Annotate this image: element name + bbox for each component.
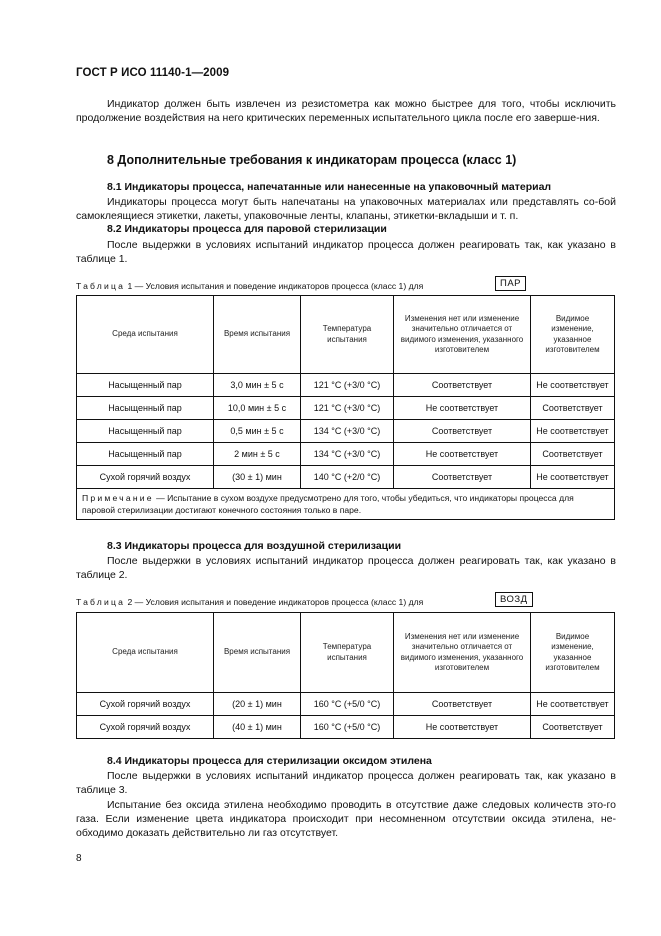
section-8-2-title: 8.2 Индикаторы процесса для паровой стерилизации: [107, 223, 387, 235]
table-1-header-row: [77, 296, 615, 374]
cell-temp: 160 °С (+5/0 °С): [301, 693, 394, 716]
table-2-label-box: ВОЗД: [495, 592, 533, 607]
header-time: Время испытания: [214, 613, 301, 693]
cell-no-change: Соответствует: [394, 420, 531, 443]
table-row: [77, 466, 615, 489]
cell-temp: 134 °С (+3/0 °С): [301, 443, 394, 466]
cell-visible: Не соответствует: [531, 693, 615, 716]
cell-time: (40 ± 1) мин: [214, 716, 301, 739]
cell-time: 3,0 мин ± 5 с: [214, 374, 301, 397]
cell-temp: 140 °С (+2/0 °С): [301, 466, 394, 489]
section-8-title: 8 Дополнительные требования к индикаторам процесса (класс 1): [107, 153, 517, 167]
table-row: [77, 397, 615, 420]
section-8-4-text-2: Испытание без оксида этилена необходимо проводить в отсутствие даже следовых количеств это-го газа. Если изменение цвета индикатора происходит при несомненном отсутствии оксида этилена, не-обходимо доказать действительно ли газ отсутствует.: [76, 799, 616, 839]
header-visible-change: Видимое изменение, указанное изготовителем: [531, 613, 615, 693]
section-8-1-title: 8.1 Индикаторы процесса, напечатанные или нанесенные на упаковочный материал: [107, 181, 552, 193]
table-1-note-row: [77, 489, 615, 520]
cell-medium: Сухой горячий воздух: [77, 466, 214, 489]
cell-time: (30 ± 1) мин: [214, 466, 301, 489]
cell-temp: 121 °С (+3/0 °С): [301, 397, 394, 420]
table-1-body: [77, 374, 615, 489]
table-2-header-row: [77, 613, 615, 693]
table-row: [77, 374, 615, 397]
header-no-change: Изменения нет или изменение значительно отличается от видимого изменения, указанного изготовителем: [394, 613, 531, 693]
header-medium: Среда испытания: [77, 613, 214, 693]
section-8-3-title: 8.3 Индикаторы процесса для воздушной стерилизации: [107, 540, 402, 552]
table-2-body: [77, 693, 615, 739]
cell-time: (20 ± 1) мин: [214, 693, 301, 716]
section-8-4-title: 8.4 Индикаторы процесса для стерилизации оксидом этилена: [107, 755, 432, 767]
table-row: [77, 420, 615, 443]
header-temp: Температура испытания: [301, 613, 394, 693]
table-row: [77, 716, 615, 739]
header-medium: Среда испытания: [77, 296, 214, 374]
page-number: 8: [76, 853, 82, 864]
cell-time: 0,5 мин ± 5 с: [214, 420, 301, 443]
cell-temp: 134 °С (+3/0 °С): [301, 420, 394, 443]
table-row: [77, 693, 615, 716]
cell-no-change: Соответствует: [394, 466, 531, 489]
header-time: Время испытания: [214, 296, 301, 374]
section-8-4-text-1: После выдержки в условиях испытаний индикатор процесса должен реагировать так, как указано в таблице 3.: [76, 770, 616, 796]
section-8-1-text: Индикаторы процесса могут быть напечатаны на упаковочных материалах или представлять со-бой самоклеящиеся этикетки, лакеты, упаковочные ленты, клапаны, этикетки-вкладыши и т. п.: [76, 196, 616, 222]
cell-no-change: Не соответствует: [394, 443, 531, 466]
cell-visible: Соответствует: [531, 716, 615, 739]
cell-visible: Не соответствует: [531, 466, 615, 489]
cell-temp: 121 °С (+3/0 °С): [301, 374, 394, 397]
cell-visible: Не соответствует: [531, 420, 615, 443]
cell-visible: Не соответствует: [531, 374, 615, 397]
table-2: [76, 612, 615, 739]
intro-paragraph: Индикатор должен быть извлечен из резистометра как можно быстрее для того, чтобы исключить продолжение воздействия на него критических переменных испытательного цикла после его заверше-ния.: [76, 98, 616, 124]
table-row: [77, 443, 615, 466]
section-8-3-text: После выдержки в условиях испытаний индикатор процесса должен реагировать так, как указано в таблице 2.: [76, 555, 616, 581]
cell-visible: Соответствует: [531, 443, 615, 466]
cell-medium: Насыщенный пар: [77, 443, 214, 466]
section-8-2-text: После выдержки в условиях испытаний индикатор процесса должен реагировать так, как указано в таблице 1.: [76, 239, 616, 265]
header-no-change: Изменения нет или изменение значительно отличается от видимого изменения, указанного изготовителем: [394, 296, 531, 374]
table-1-caption: Таблица 1 — Условия испытания и поведение индикаторов процесса (класс 1) для: [76, 281, 424, 291]
document-header: ГОСТ Р ИСО 11140-1—2009: [76, 67, 230, 79]
cell-medium: Сухой горячий воздух: [77, 693, 214, 716]
header-temp: Температура испытания: [301, 296, 394, 374]
cell-time: 10,0 мин ± 5 с: [214, 397, 301, 420]
cell-medium: Сухой горячий воздух: [77, 716, 214, 739]
cell-time: 2 мин ± 5 с: [214, 443, 301, 466]
cell-no-change: Не соответствует: [394, 716, 531, 739]
cell-no-change: Соответствует: [394, 693, 531, 716]
table-1-note: Примечание — Испытание в сухом воздухе предусмотрено для того, чтобы убедиться, что индикаторы процесса для паровой стерилизации достигают конечного состояния только в паре.: [77, 489, 615, 520]
header-visible-change: Видимое изменение, указанное изготовителем: [531, 296, 615, 374]
cell-medium: Насыщенный пар: [77, 397, 214, 420]
cell-medium: Насыщенный пар: [77, 374, 214, 397]
cell-no-change: Соответствует: [394, 374, 531, 397]
cell-temp: 160 °С (+5/0 °С): [301, 716, 394, 739]
cell-medium: Насыщенный пар: [77, 420, 214, 443]
cell-visible: Соответствует: [531, 397, 615, 420]
cell-no-change: Не соответствует: [394, 397, 531, 420]
table-1: [76, 295, 615, 520]
table-1-label-box: ПАР: [495, 276, 526, 291]
table-2-caption: Таблица 2 — Условия испытания и поведение индикаторов процесса (класс 1) для: [76, 597, 424, 607]
